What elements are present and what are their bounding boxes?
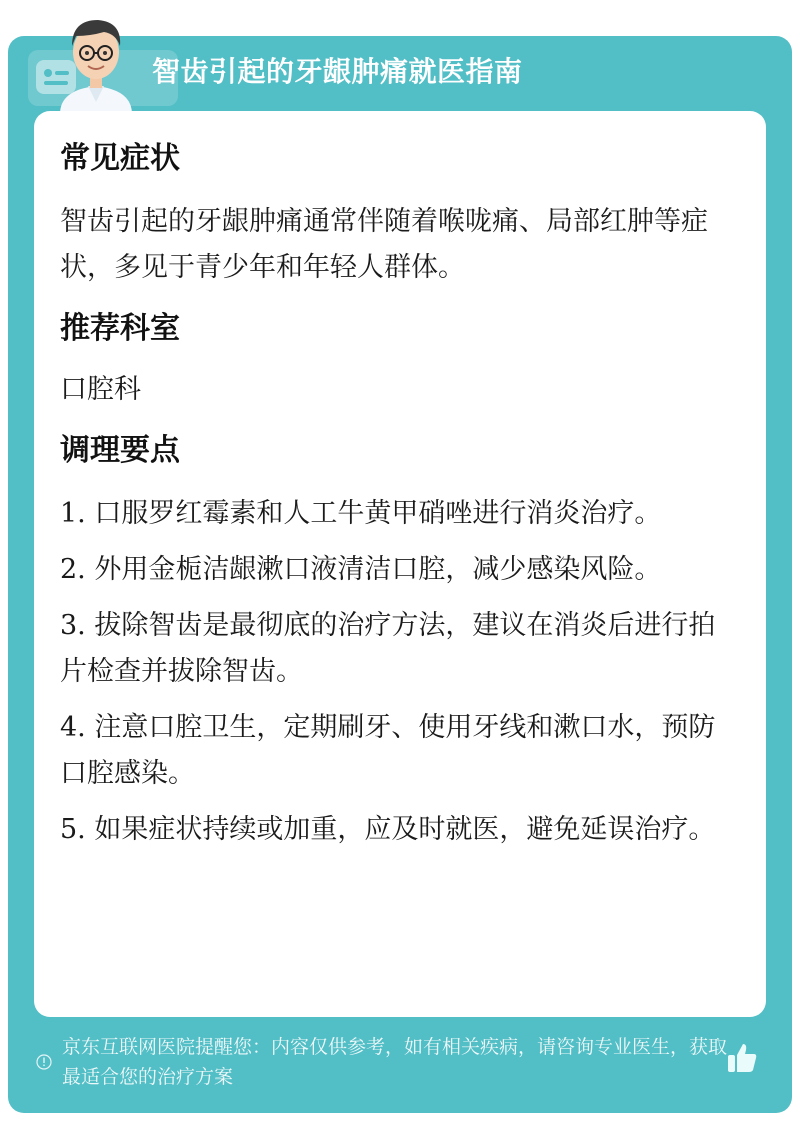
list-item-text: 外用金栀洁龈漱口液清洁口腔，减少感染风险。 bbox=[94, 554, 662, 585]
list-item bbox=[60, 547, 730, 593]
department-text: 口腔科 bbox=[60, 374, 141, 405]
list-item-number: 3. bbox=[60, 610, 86, 641]
list-item-text: 如果症状持续或加重，应及时就医，避免延误治疗。 bbox=[94, 814, 716, 845]
doctor-avatar bbox=[46, 6, 146, 114]
info-icon bbox=[36, 1054, 52, 1070]
care-section bbox=[60, 421, 730, 853]
list-item bbox=[60, 705, 730, 797]
page-title: 智齿引起的牙龈肿痛就医指南 bbox=[152, 55, 523, 88]
list-item bbox=[60, 491, 730, 537]
list-item-number: 4. bbox=[60, 712, 86, 743]
list-item-text: 口服罗红霉素和人工牛黄甲硝唑进行消炎治疗。 bbox=[94, 498, 662, 529]
thumbs-up-icon[interactable] bbox=[724, 1040, 760, 1076]
list-item-text: 拔除智齿是最彻底的治疗方法，建议在消炎后进行拍片检查并拔除智齿。 bbox=[60, 610, 716, 687]
list-item-number: 1. bbox=[60, 498, 86, 529]
content-card bbox=[34, 111, 766, 1017]
symptoms-heading: 常见症状 bbox=[60, 141, 180, 176]
care-heading: 调理要点 bbox=[60, 433, 180, 468]
list-item-number: 2. bbox=[60, 554, 86, 585]
disclaimer-text: 京东互联网医院提醒您：内容仅供参考，如有相关疾病，请咨询专业医生，获取最适合您的治疗方案 bbox=[62, 1036, 728, 1088]
symptoms-section bbox=[60, 129, 730, 291]
list-item-number: 5. bbox=[60, 814, 86, 845]
list-item bbox=[60, 807, 730, 853]
list-item-text: 注意口腔卫生，定期刷牙、使用牙线和漱口水，预防口腔感染。 bbox=[60, 712, 716, 789]
department-section bbox=[60, 299, 730, 413]
symptoms-text: 智齿引起的牙龈肿痛通常伴随着喉咙痛、局部红肿等症状，多见于青少年和年轻人群体。 bbox=[60, 206, 708, 283]
department-heading: 推荐科室 bbox=[60, 311, 180, 346]
list-item bbox=[60, 603, 730, 695]
